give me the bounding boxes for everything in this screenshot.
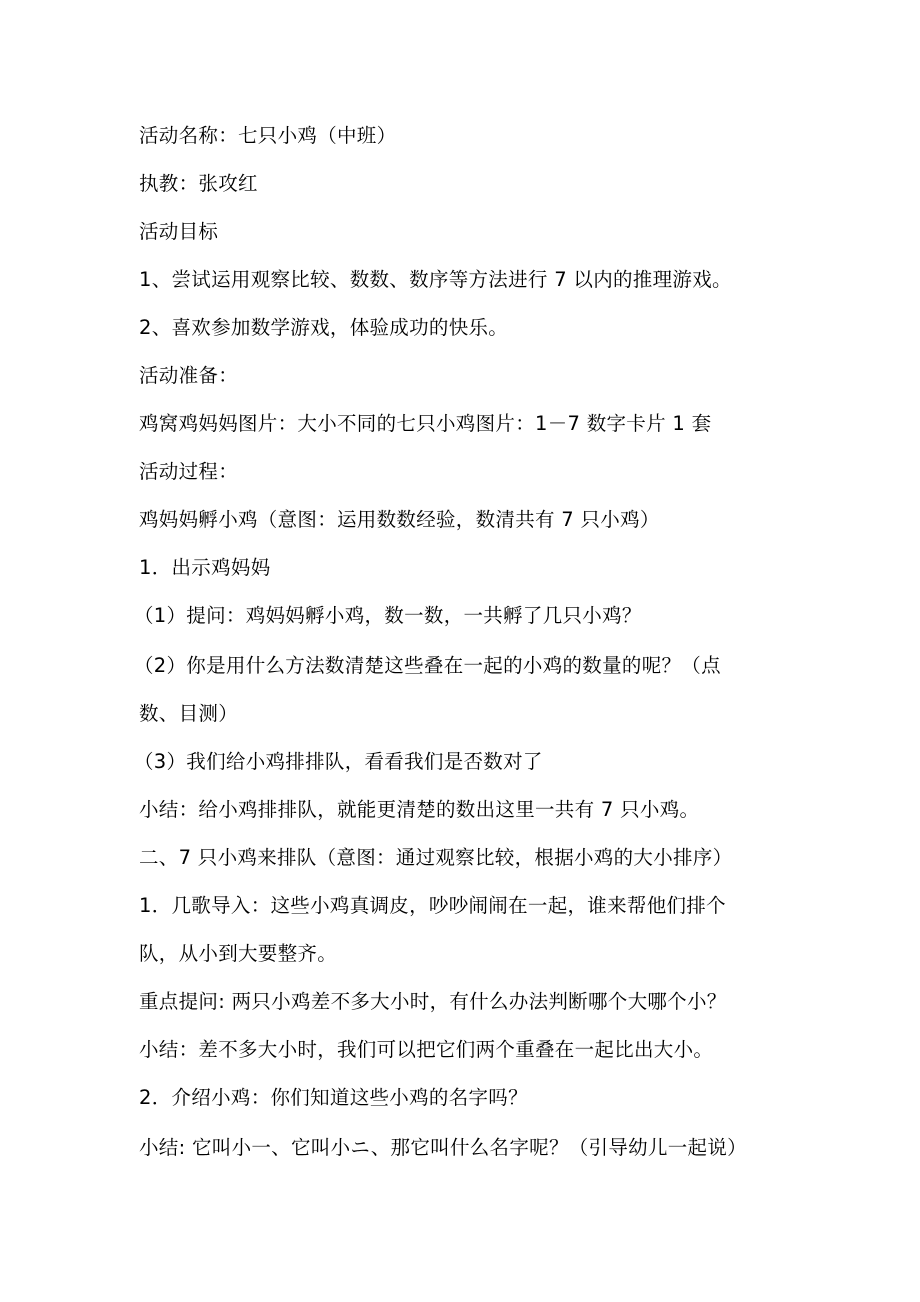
preparation-heading: 活动准备：: [139, 364, 239, 387]
question-3: （3）我们给小鸡排排队，看看我们是否数对了: [134, 750, 543, 773]
process-heading: 活动过程：: [139, 460, 239, 483]
summary-3: 小结: 它叫小一、它叫小ニ、那它叫什么名字呢？（引导幼儿一起说）: [139, 1136, 747, 1159]
objective-2: 2、喜欢参加数学游戏，体验成功的快乐。: [139, 316, 509, 339]
question-1: （1）提问：鸡妈妈孵小鸡，数一数，一共孵了几只小鸡？: [134, 604, 642, 627]
objective-1: 1、尝试运用观察比较、数数、数序等方法进行 7 以内的推理游戏。: [139, 268, 732, 291]
teacher-line: 执教：张攻红: [139, 172, 258, 195]
summary-2: 小结：差不多大小时，我们可以把它们两个重叠在一起比出大小。: [139, 1038, 714, 1061]
step-1-show-hen: 1．出示鸡妈妈: [139, 556, 271, 579]
section-2-heading: 二、7 只小鸡来排队（意图：通过观察比较，根据小鸡的大小排序）: [139, 846, 733, 869]
preparation-materials: 鸡窝鸡妈妈图片：大小不同的七只小鸡图片：1－7 数字卡片 1 套: [139, 412, 712, 435]
activity-name-line: 活动名称：七只小鸡（中班）: [139, 124, 397, 147]
section-hen-hatches-chicks: 鸡妈妈孵小鸡（意图：运用数数经验，数清共有 7 只小鸡）: [139, 508, 660, 531]
step-2-introduce-chicks: 2．介绍小鸡：你们知道这些小鸡的名字吗？: [139, 1086, 528, 1109]
question-2-continued: 数、目测）: [139, 702, 239, 725]
key-question: 重点提问: 两只小鸡差不多大小时，有什么办法判断哪个大哪个小？: [139, 990, 727, 1013]
step-1-rhyme-intro-continued: 队，从小到大要整齐。: [139, 942, 338, 965]
question-2: （2）你是用什么方法数清楚这些叠在一起的小鸡的数量的呢？（点: [134, 654, 721, 677]
objectives-heading: 活动目标: [139, 220, 219, 243]
step-1-rhyme-intro: 1．几歌导入：这些小鸡真调皮，吵吵闹闹在一起，谁来帮他们排个: [139, 894, 726, 917]
summary-1: 小结：给小鸡排排队，就能更清楚的数出这里一共有 7 只小鸡。: [139, 798, 700, 821]
